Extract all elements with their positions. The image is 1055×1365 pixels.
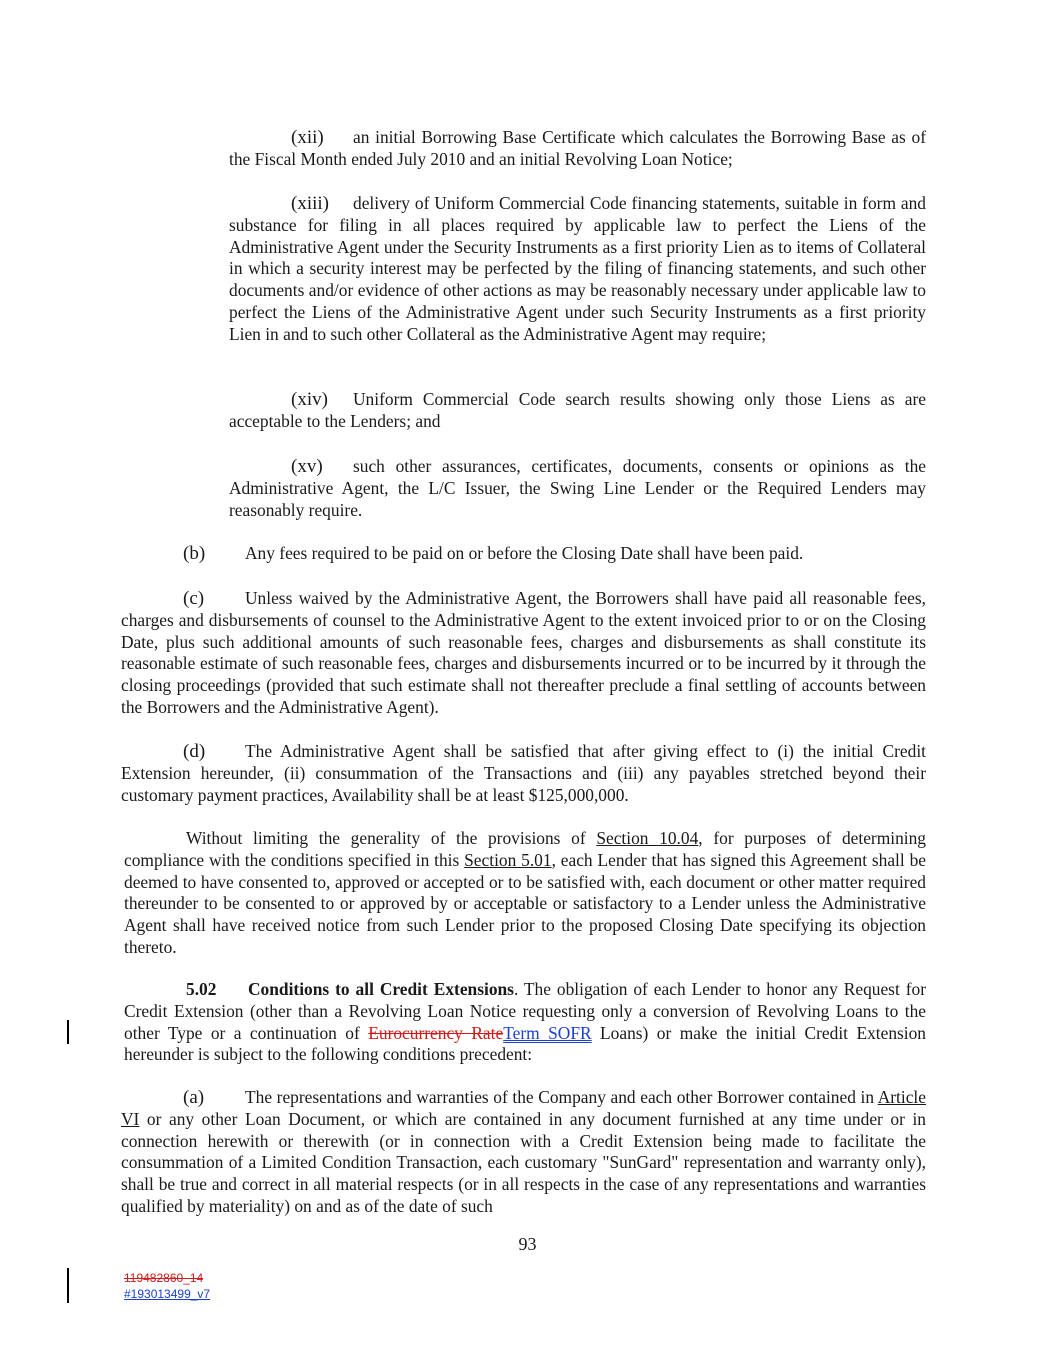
- item-d: [121, 741, 926, 806]
- page-number: 93: [518, 1234, 537, 1254]
- deleted-text: Eurocurrency Rate: [368, 1022, 504, 1043]
- section-reference: Section 5.01: [464, 849, 552, 870]
- item-text: The Administrative Agent shall be satisfied that after giving effect to (i) the initial Credit Extension hereunder, (ii) consummation of the Transactions and (iii) any payables stretched beyond their customary payment practices, Availability shall be at least $125,000,000.: [121, 741, 926, 805]
- item-number: (xii): [291, 127, 324, 148]
- item-number: (xiii): [291, 193, 329, 214]
- doc-id-deleted: 119482860_14: [124, 1271, 204, 1285]
- item-text: or any other Loan Document, or which are contained in any document furnished at any time under or in connection herewith or therewith (or in connection with a Credit Extension being made to facilitate the consummation of a Limited Condition Transaction, each customary "SunGard" representation and warranty only), shall be true and correct in all material respects (or in all respects in the case of any representations and warranties qualified by materiality) on and as of the date of such: [121, 1108, 926, 1216]
- doc-id-inserted: #193013499_v7: [124, 1287, 211, 1301]
- paragraph-text: Without limiting the generality of the provisions of: [186, 828, 597, 848]
- change-bar: [67, 1268, 69, 1303]
- item-text: Uniform Commercial Code search results showing only those Liens as are acceptable to the Lenders; and: [229, 389, 926, 431]
- item-xii: [229, 127, 926, 171]
- article-reference: Article VI: [121, 1087, 926, 1129]
- item-b: [121, 543, 926, 565]
- item-number: (xiv): [291, 389, 328, 410]
- item-number: (b): [183, 543, 206, 564]
- item-number: (a): [183, 1087, 205, 1108]
- section-heading: Conditions to all Credit Extensions: [248, 979, 514, 999]
- item-xiv: [229, 389, 926, 433]
- item-text: Any fees required to be paid on or before the Closing Date shall have been paid.: [245, 543, 804, 563]
- item-a-5-02: [121, 1087, 926, 1218]
- change-bar: [67, 1020, 69, 1044]
- item-text: delivery of Uniform Commercial Code financing statements, suitable in form and substance for filing in all places required by applicable law to perfect the Liens of the Administrative Agent under the Security Instruments as a first priority Lien as to items of Collateral in which a security interest may be perfected by the filing of financing statements, and such other documents and/or evidence of other actions as may be reasonably necessary under applicable law to perfect the Liens of the Administrative Agent under such Security Instruments as a first priority Lien in and to such other Collateral as the Administrative Agent may require;: [229, 193, 926, 344]
- closing-paragraph: [124, 828, 926, 959]
- item-number: (d): [183, 741, 206, 762]
- section-text: Loans) or make the initial Credit Extension hereunder is subject to the following conditions precedent:: [124, 1022, 927, 1065]
- item-text: an initial Borrowing Base Certificate which calculates the Borrowing Base as of the Fiscal Month ended July 2010 and an initial Revolving Loan Notice;: [229, 127, 926, 169]
- item-text: The representations and warranties of the Company and each other Borrower contained in: [245, 1087, 878, 1107]
- item-xv: [229, 456, 926, 521]
- item-text: Unless waived by the Administrative Agent, the Borrowers shall have paid all reasonable fees, charges and disbursements of counsel to the Administrative Agent to the extent invoiced prior to or on the Closing Date, plus such additional amounts of such reasonable fees, charges and disbursements as shall constitute its reasonable estimate of such reasonable fees, charges and disbursements incurred or to be incurred by it through the closing proceedings (provided that such estimate shall not thereafter preclude a final settling of accounts between the Borrowers and the Administrative Agent).: [121, 588, 926, 717]
- item-text: such other assurances, certificates, documents, consents or opinions as the Administrative Agent, the L/C Issuer, the Swing Line Lender or the Required Lenders may reasonably require.: [229, 456, 926, 520]
- item-number: (c): [183, 588, 205, 609]
- section-number: 5.02: [186, 979, 217, 999]
- section-5-02: [124, 979, 926, 1066]
- section-text: . The obligation of each Lender to honor any Request for Credit Extension (other than a Revolving Loan Notice requesting only a conversion of Revolving Loans to the other Type or a continuation of: [124, 979, 926, 1043]
- paragraph-text: , each Lender that has signed this Agreement shall be deemed to have consented to, approved or accepted or to be satisfied with, each document or other matter required thereunder to be consented to or approved by or acceptable or satisfactory to a Lender unless the Administrative Agent shall have received notice from such Lender prior to the proposed Closing Date specifying its objection thereto.: [124, 849, 926, 957]
- inserted-text: Term SOFR: [503, 1022, 592, 1043]
- item-xiii: [229, 193, 926, 346]
- section-reference: Section 10.04: [596, 828, 699, 848]
- paragraph-text: , for purposes of determining compliance with the conditions specified in this: [124, 828, 926, 870]
- item-number: (xv): [291, 456, 323, 477]
- item-c: [121, 588, 926, 719]
